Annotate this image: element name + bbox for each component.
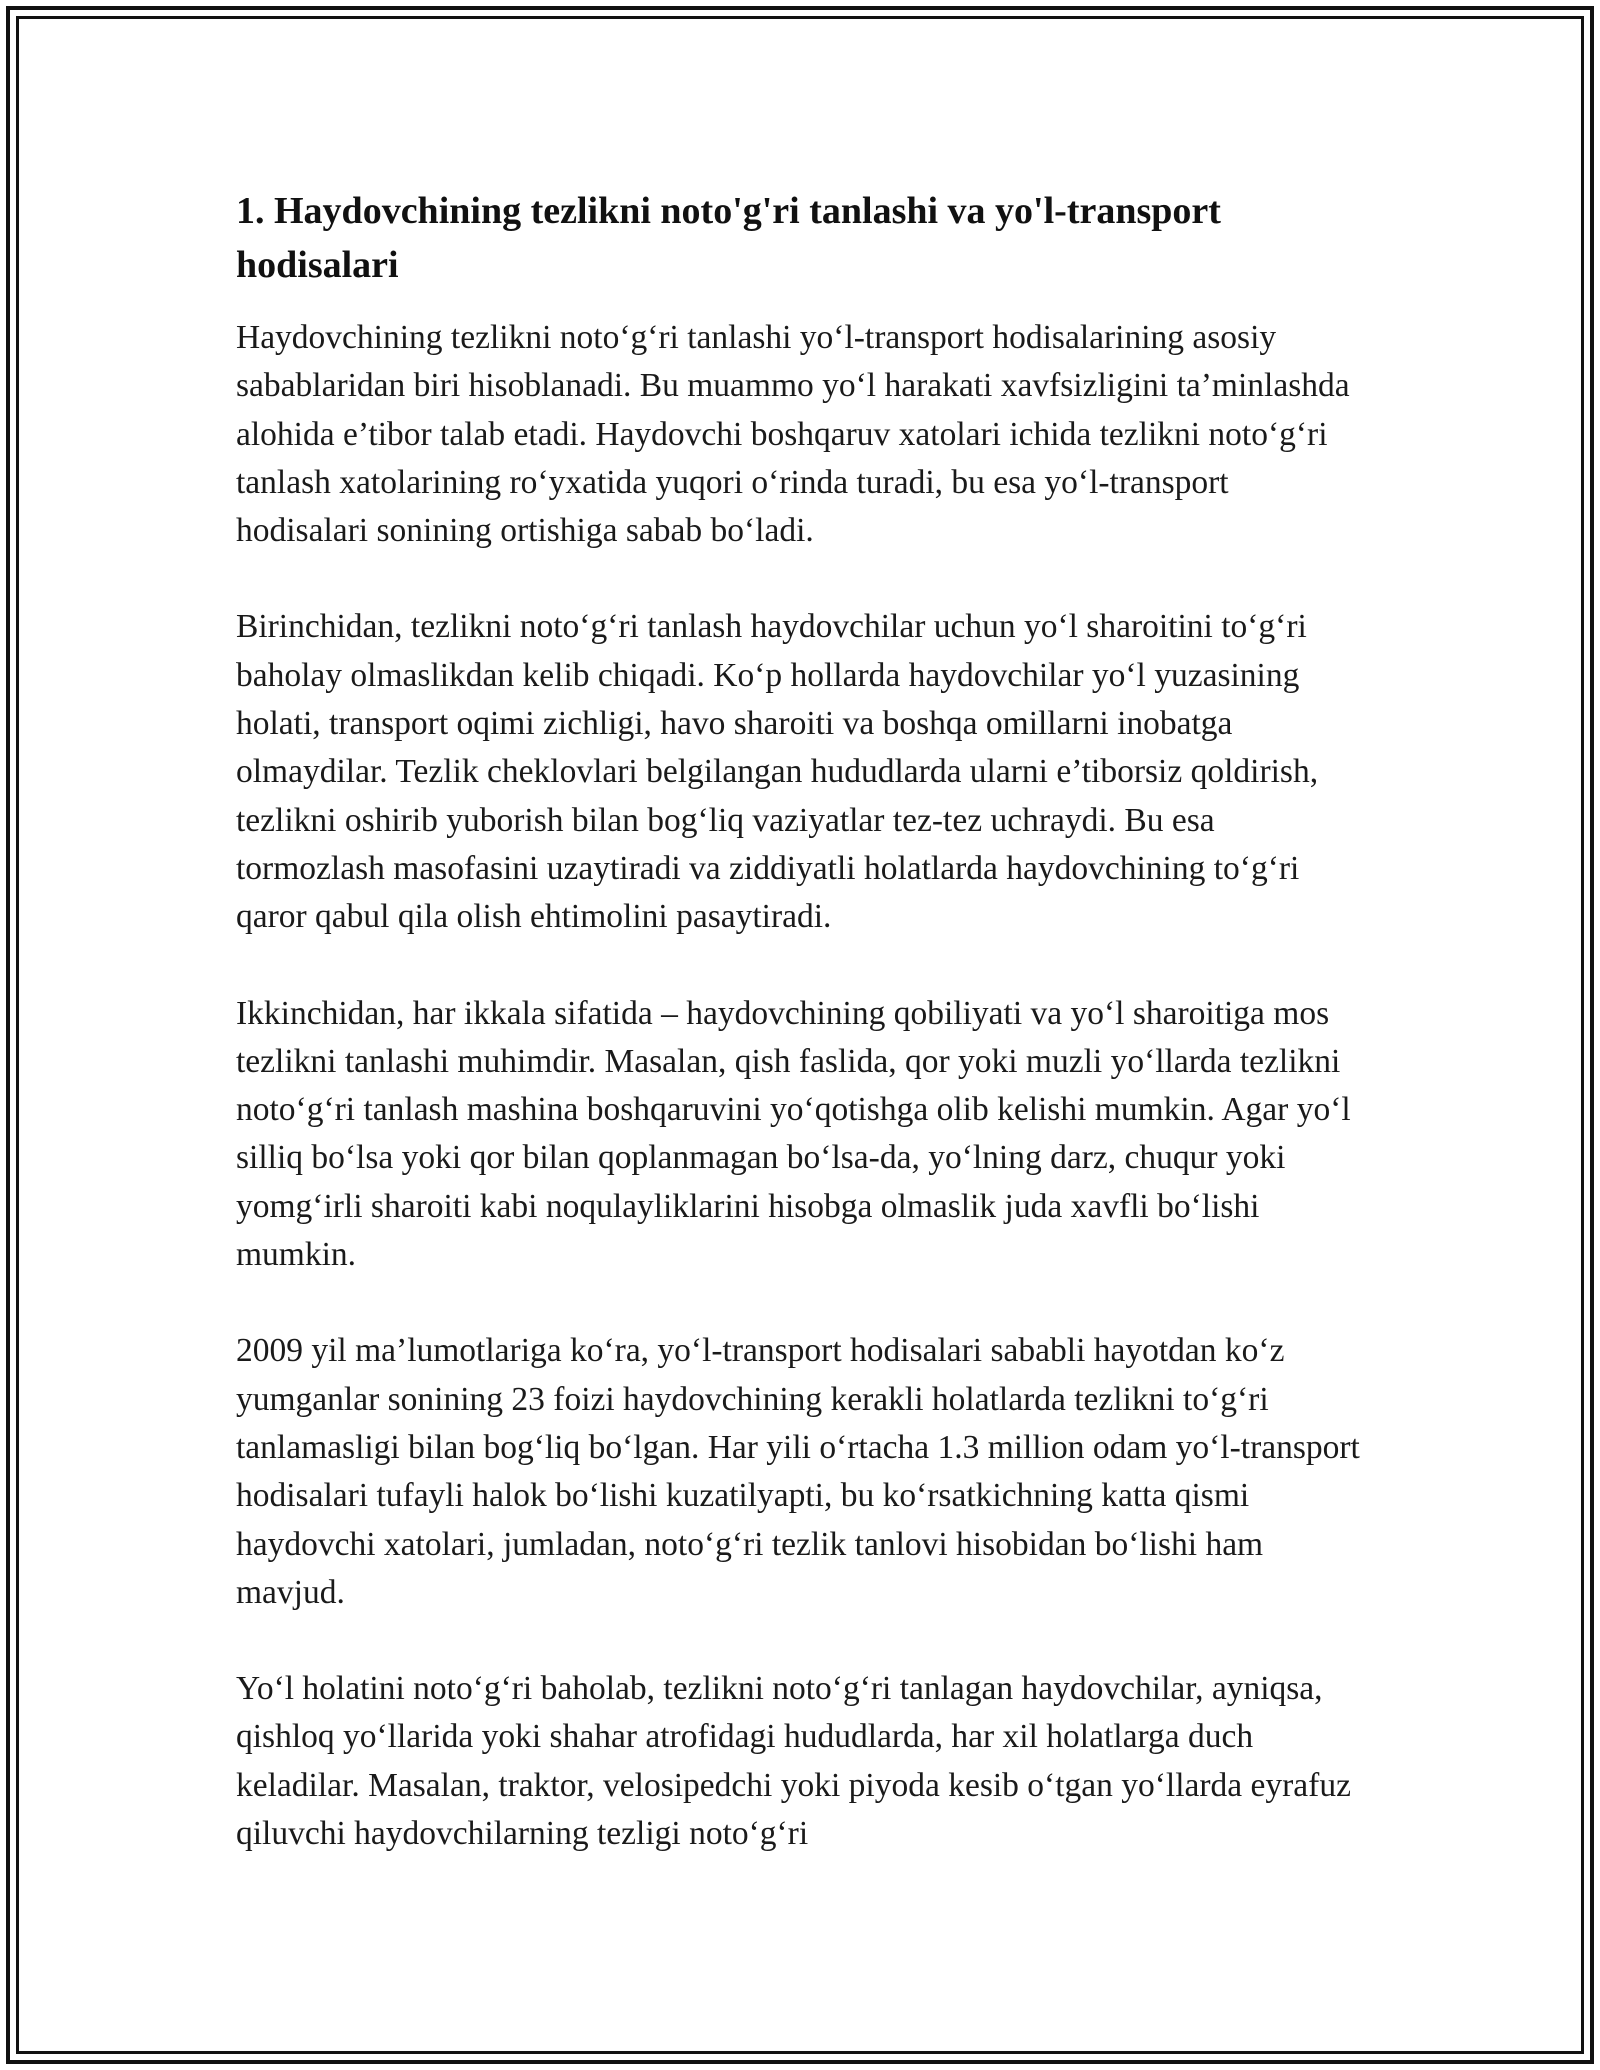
- section-title: 1. Haydovchining tezlikni noto'g'ri tanlashi va yo'l-transport hodisalari: [236, 190, 1221, 286]
- paragraph-4: 2009 yil ma’lumotlariga ko‘ra, yo‘l-transport hodisalari sababli hayotdan ko‘z yumganlar sonining 23 foizi haydovchining kerakli holatlarda tezlikni to‘g‘ri tanlamasligi bilan bog‘liq bo‘lgan. Har yili o‘rtacha 1.3 million odam yo‘l-transport hodisalari tufayli halok bo‘lishi kuzatilyapti, bu ko‘rsatkichning katta qismi haydovchi xatolari, jumladan, noto‘g‘ri tezlik tanlovi hisobidan bo‘lishi ham mavjud.: [236, 1332, 1360, 1611]
- paragraph-5: Yo‘l holatini noto‘g‘ri baholab, tezlikni noto‘g‘ri tanlagan haydovchilar, ayniqsa, qishloq yo‘llarida yoki shahar atrofidagi hududlarda, har xil holatlarga duch keladilar. Masalan, traktor, velosipedchi yoki piyoda kesib o‘tgan yo‘llarda eyrafuz qiluvchi haydovchilarning tezligi noto‘g‘ri: [236, 1670, 1351, 1853]
- document-body: [236, 184, 1368, 1858]
- paragraph-3: Ikkinchidan, har ikkala sifatida – haydovchining qobiliyati va yo‘l sharoitiga mos tezlikni tanlashi muhimdir. Masalan, qish faslida, qor yoki muzli yo‘llarda tezlikni noto‘g‘ri tanlash mashina boshqaruvini yo‘qotishga olib kelishi mumkin. Agar yo‘l silliq bo‘lsa yoki qor bilan qoplanmagan bo‘lsa-da, yo‘lning darz, chuqur yoki yomg‘irli sharoiti kabi noqulayliklarini hisobga olmaslik juda xavfli bo‘lishi mumkin.: [236, 994, 1351, 1274]
- paragraph-2: Birinchidan, tezlikni noto‘g‘ri tanlash haydovchilar uchun yo‘l sharoitini to‘g‘ri baholay olmaslikdan kelib chiqadi. Ko‘p hollarda haydovchilar yo‘l yuzasining holati, transport oqimi zichligi, havo sharoiti va boshqa omillarni inobatga olmaydilar. Tezlik cheklovlari belgilangan hududlarda ularni e’tiborsiz qoldirish, tezlikni oshirib yuborish bilan bog‘liq vaziyatlar tez-tez uchraydi. Bu esa tormozlash masofasini uzaytiradi va ziddiyatli holatlarda haydovchining to‘g‘ri qaror qabul qila olish ehtimolini pasaytiradi.: [236, 608, 1319, 936]
- paragraph-1: Haydovchining tezlikni noto‘g‘ri tanlashi yo‘l-transport hodisalarining asosiy sabablaridan biri hisoblanadi. Bu muammo yo‘l harakati xavfsizligini ta’minlashda alohida e’tibor talab etadi. Haydovchi boshqaruv xatolari ichida tezlikni noto‘g‘ri tanlash xatolarining ro‘yxatida yuqori o‘rinda turadi, bu esa yo‘l-transport hodisalari sonining ortishiga sabab bo‘ladi.: [236, 319, 1350, 550]
